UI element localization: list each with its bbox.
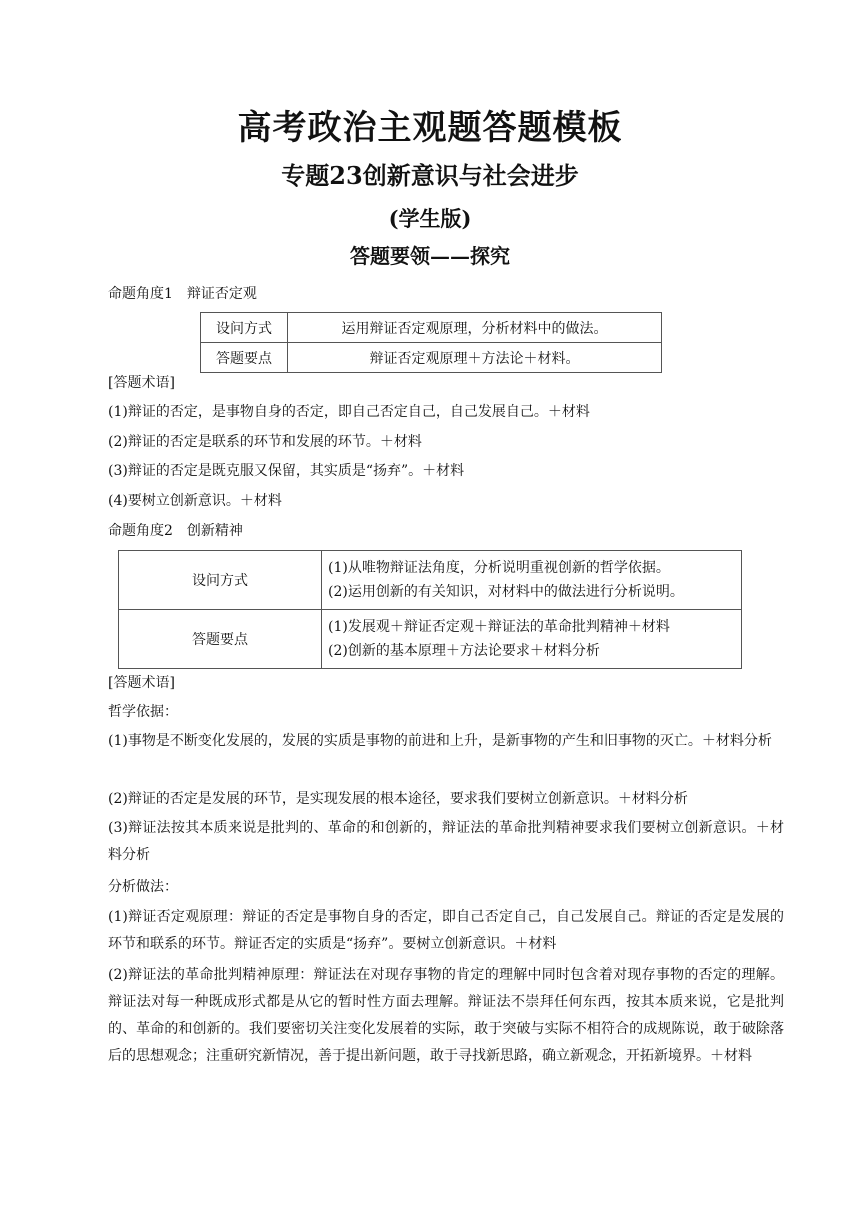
table-value-cell — [322, 610, 742, 669]
analysis-item: (1)辩证否定观原理：辩证的否定是事物自身的否定，即自己否定自己，自己发展自己。辩证的否定是发展的环节和联系的环节。辩证否定的实质是“扬弃”。要树立创新意识。＋材料 — [108, 909, 784, 952]
document-title: 高考政治主观题答题模板 — [237, 108, 623, 148]
table-row — [201, 343, 662, 373]
table-row — [119, 551, 742, 610]
philosophy-item: (1)事物是不断变化发展的，发展的实质是事物的前进和上升，是新事物的产生和旧事物的灭亡。＋材料分析 — [108, 733, 772, 749]
table-value-cell — [322, 551, 742, 610]
list-item: (1)辩证的否定，是事物自身的否定，即自己否定自己，自己发展自己。＋材料 — [108, 404, 590, 420]
table-label-cell: 设问方式 — [201, 313, 288, 343]
table-label-cell: 答题要点 — [201, 343, 288, 373]
table-label-cell: 答题要点 — [119, 610, 322, 669]
philosophy-label: 哲学依据： — [108, 704, 178, 720]
philosophy-item: (3)辩证法按其本质来说是批判的、革命的和创新的，辩证法的革命批判精神要求我们要树立创新意识。＋材料分析 — [108, 820, 784, 863]
list-item: (2)辩证的否定是联系的环节和发展的环节。＋材料 — [108, 434, 422, 450]
angle1-table — [200, 312, 662, 373]
angle2-table — [118, 550, 742, 669]
philosophy-item: (2)辩证的否定是发展的环节，是实现发展的根本途径，要求我们要树立创新意识。＋材料分析 — [108, 791, 688, 807]
table-row — [201, 313, 662, 343]
document-subtitle: 专题23创新意识与社会进步 — [281, 161, 579, 190]
list-item: (4)要树立创新意识。＋材料 — [108, 493, 282, 509]
table-value-cell: 辩证否定观原理＋方法论＋材料。 — [288, 343, 662, 373]
angle1-heading: 命题角度1 辩证否定观 — [108, 286, 257, 302]
table-value-cell: 运用辩证否定观原理，分析材料中的做法。 — [288, 313, 662, 343]
table-line: (1)从唯物辩证法角度，分析说明重视创新的哲学依据。 — [328, 560, 670, 576]
table-label-cell: 设问方式 — [119, 551, 322, 610]
table-row — [119, 610, 742, 669]
angle1-terms-label: [答题术语] — [108, 375, 175, 391]
section-heading: 答题要领——探究 — [350, 244, 510, 268]
table-line: (1)发展观＋辩证否定观＋辩证法的革命批判精神＋材料 — [328, 619, 670, 635]
analysis-label: 分析做法： — [108, 879, 178, 895]
version-label: (学生版) — [388, 206, 472, 231]
table-line: (2)创新的基本原理＋方法论要求＋材料分析 — [328, 643, 600, 659]
analysis-item: (2)辩证法的革命批判精神原理：辩证法在对现存事物的肯定的理解中同时包含着对现存事物的否定的理解。辩证法对每一种既成形式都是从它的暂时性方面去理解。辩证法不崇拜任何东西，按其本质来说，它是批判的、革命的和创新的。我们要密切关注变化发展着的实际，敢于突破与实际不相符合的成规陈说，敢于破除落后的思想观念；注重研究新情况，善于提出新问题，敢于寻找新思路，确立新观念，开拓新境界。＋材料 — [108, 967, 784, 1064]
angle2-heading: 命题角度2 创新精神 — [108, 523, 243, 539]
table-line: (2)运用创新的有关知识，对材料中的做法进行分析说明。 — [328, 584, 684, 600]
list-item: (3)辩证的否定是既克服又保留，其实质是“扬弃”。＋材料 — [108, 463, 465, 479]
angle2-terms-label: [答题术语] — [108, 675, 175, 691]
